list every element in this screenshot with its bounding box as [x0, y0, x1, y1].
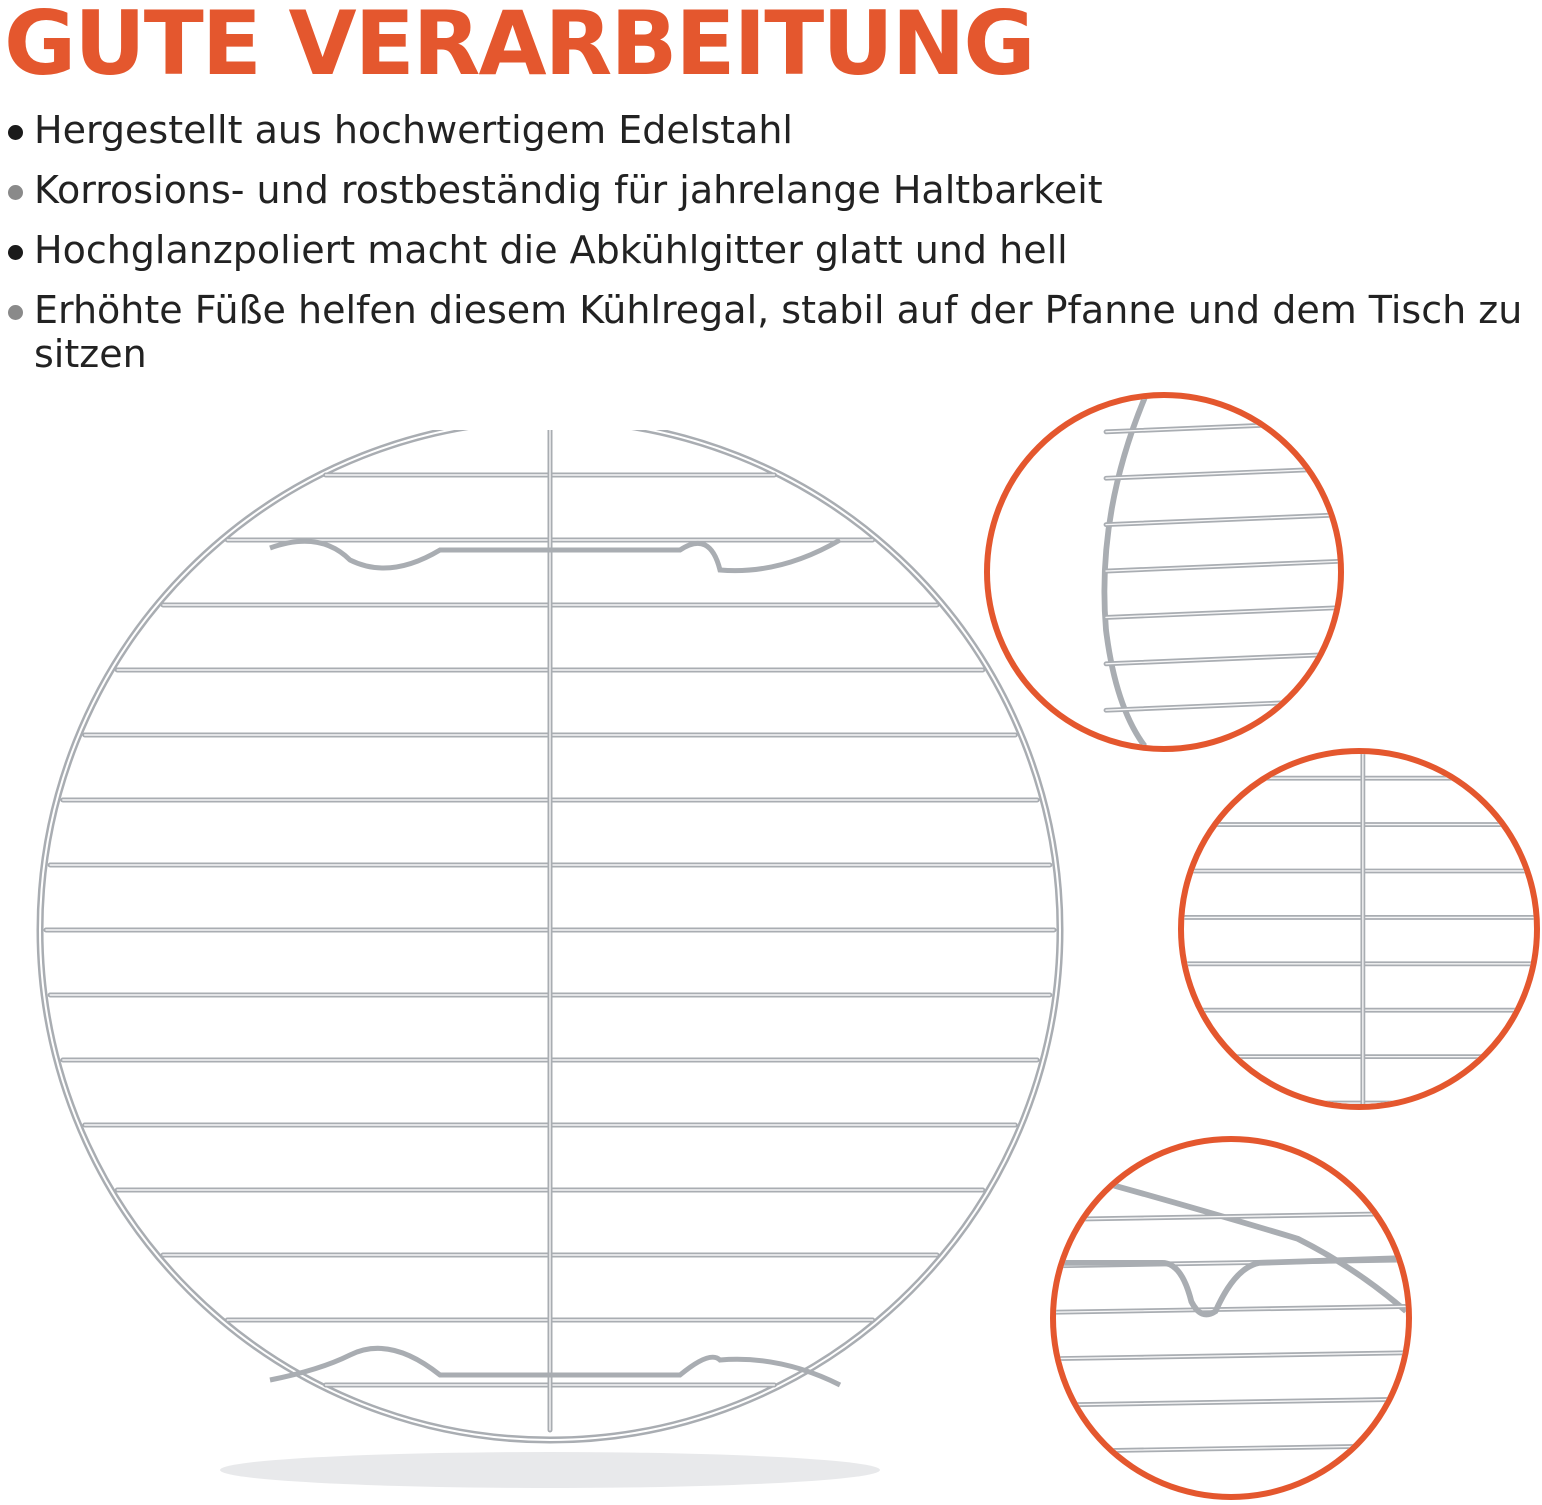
rack-foot-bottom — [270, 1348, 840, 1385]
rack-edge-detail-image — [990, 398, 1338, 746]
zoom-rim — [1114, 1186, 1406, 1312]
bullet-icon — [8, 185, 23, 200]
feature-item — [6, 228, 1526, 272]
bullet-icon — [8, 125, 23, 140]
feature-item — [6, 168, 1526, 212]
rack-shadow — [220, 1452, 880, 1488]
cooling-rack-image — [20, 430, 1080, 1500]
bullet-icon — [8, 305, 23, 320]
rack-foot-detail-image — [1056, 1142, 1406, 1494]
rack-foot-top — [270, 540, 840, 571]
rack-grid-detail-image — [1184, 754, 1534, 1104]
feature-text: Hergestellt aus hochwertigem Edelstahl — [34, 108, 793, 152]
feature-item — [6, 288, 1526, 376]
feature-text: Hochglanzpoliert macht die Abkühlgitter glatt und hell — [34, 228, 1068, 272]
page-title: GUTE VERARBEITUNG — [4, 0, 1034, 95]
zoom-detail-grid — [1178, 748, 1540, 1110]
zoom-wire-highlight — [1106, 561, 1338, 571]
zoom-wire-highlight — [1106, 422, 1338, 432]
zoom-detail-foot — [1050, 1136, 1412, 1500]
zoom-wire-highlight — [1106, 469, 1338, 479]
zoom-wire-highlight — [1106, 515, 1338, 525]
zoom-wire-highlight — [1106, 608, 1338, 618]
bullet-icon — [8, 245, 23, 260]
zoom-wire-highlight — [1106, 654, 1338, 664]
feature-text: Erhöhte Füße helfen diesem Kühlregal, stabil auf der Pfanne und dem Tisch zu sitzen — [34, 288, 1523, 376]
feature-item — [6, 108, 1526, 152]
feature-list — [6, 108, 1526, 392]
zoom-detail-edge — [984, 392, 1344, 752]
feature-text: Korrosions- und rostbeständig für jahrelange Haltbarkeit — [34, 168, 1103, 212]
zoom-wire-highlight — [1106, 701, 1338, 711]
cooling-rack-svg — [20, 430, 1080, 1500]
